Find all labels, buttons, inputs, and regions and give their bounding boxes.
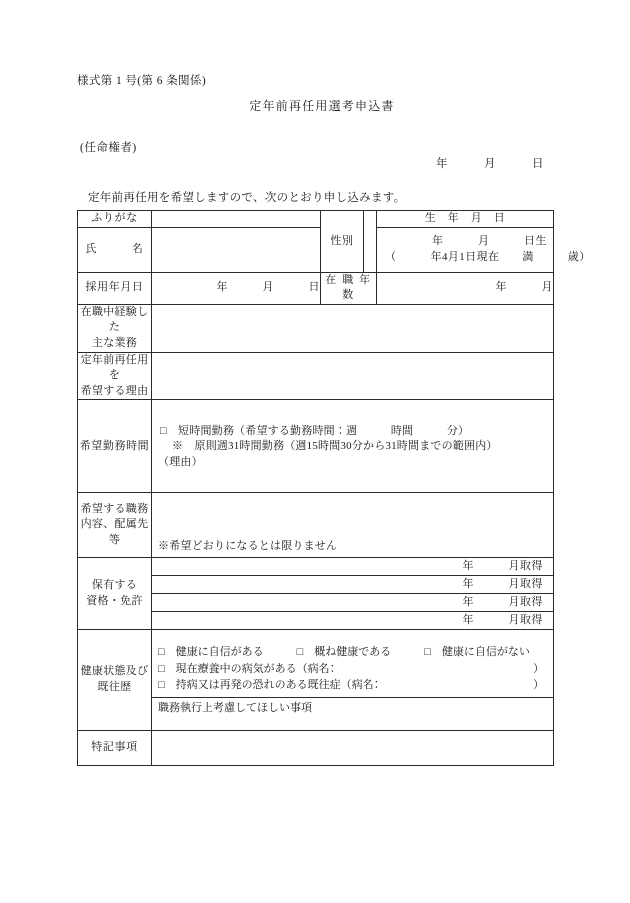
hire-date-label: 採用年月日 [78,272,152,304]
license-row[interactable] [152,594,553,612]
licenses-label [78,558,152,630]
experience-label [78,304,152,352]
birthdate-line-2: （ 年4月1日現在 満 歳） [385,250,591,263]
table-row-experience [78,304,554,352]
table-row-reason [78,352,554,400]
name-label: 氏 名 [78,227,152,272]
work-hours-input[interactable] [152,400,554,493]
furigana-input[interactable] [152,211,321,228]
lead-sentence: 定年前再任用を希望しますので、次のとおり申し込みます。 [88,192,406,204]
table-row-work-hours [78,400,554,493]
hire-date-input[interactable]: 年 月 日 [152,272,321,304]
table-row-hire-date [78,272,554,304]
desired-post-entry-area[interactable] [156,493,549,539]
form-code: 様式第 1 号(第 6 条関係) [77,75,207,87]
appointer-label: (任命権者) [80,142,137,154]
chronic-illness-checkbox[interactable]: □ 持病又は再発の恐れのある既往症（病名： ） [158,679,545,692]
license-row[interactable] [152,576,553,594]
short-time-work-checkbox[interactable]: □ 短時間勤務（希望する勤務時間：週 時間 分） [160,424,470,437]
license-row-4[interactable]: 年 月取得 [462,613,543,626]
license-row-3[interactable]: 年 月取得 [152,594,553,612]
desired-post-label [78,493,152,558]
health-consideration-input[interactable]: 職務執行上考慮してほしい事項 [158,701,312,714]
desired-post-note: ※希望どおりになるとは限りません [158,540,338,553]
table-row-desired-post [78,493,554,558]
desired-post-label-line-1: 希望する職務 [80,502,149,515]
birthdate-input[interactable] [377,227,591,272]
licenses-label-line-1: 保有する [91,578,138,591]
submission-date-line: 年 月 日 [436,158,544,170]
license-rows-table [152,558,553,629]
service-years-input[interactable]: 年 月 [377,272,554,304]
reason-input[interactable] [152,352,554,400]
health-label [78,630,152,731]
name-input[interactable] [152,227,321,272]
table-row-name [78,227,554,272]
health-checkbox-group[interactable] [152,641,553,698]
furigana-label: ふりがな [78,211,152,228]
health-input [152,630,554,731]
experience-label-line-2: 主な業務 [91,337,138,350]
gender-input[interactable] [364,211,377,273]
remarks-input[interactable] [152,731,554,766]
license-row[interactable] [152,558,553,576]
work-hours-reason-label: （理由） [158,455,203,468]
license-row-2[interactable]: 年 月取得 [152,576,553,594]
desired-post-label-line-2: 内容、配属先等 [80,518,149,547]
licenses-label-line-2: 資格・免許 [86,594,143,607]
health-label-line-1: 健康状態及び [80,665,149,678]
reason-label-line-2: 希望する理由 [80,384,149,397]
work-hours-note: ※ 原則週31時間勤務（週15時間30分から31時間までの範囲内） [172,440,498,453]
licenses-input [152,558,554,630]
table-row-licenses [78,558,554,630]
reason-label [78,352,152,400]
health-label-line-2: 既往歴 [97,681,132,694]
work-hours-label: 希望勤務時間 [78,400,152,493]
birthdate-line-1: 年 月 日生 [432,235,547,247]
desired-post-input[interactable] [152,493,554,558]
page-title: 定年前再任用選考申込書 [249,99,395,113]
remarks-label: 特記事項 [78,731,152,766]
table-row-remarks [78,731,554,766]
application-form-table [77,210,591,766]
experience-input[interactable] [152,304,554,352]
health-confidence-checkboxes[interactable]: □ 健康に自信がある □ 概ね健康である □ 健康に自信がない [158,646,530,659]
license-row[interactable] [152,612,553,630]
reason-label-line-1: 定年前再任用を [80,353,149,382]
license-row-1[interactable]: 年 月取得 [152,558,553,576]
experience-label-line-1: 在職中経験した [80,305,149,334]
birthdate-header: 生 年 月 日 [377,211,554,228]
service-years-label: 在 職 年 数 [321,272,377,304]
table-row-furigana [78,211,554,228]
gender-label: 性別 [321,211,364,273]
table-row-health [78,630,554,731]
current-illness-checkbox[interactable]: □ 現在療養中の病気がある（病名： ） [158,662,545,675]
